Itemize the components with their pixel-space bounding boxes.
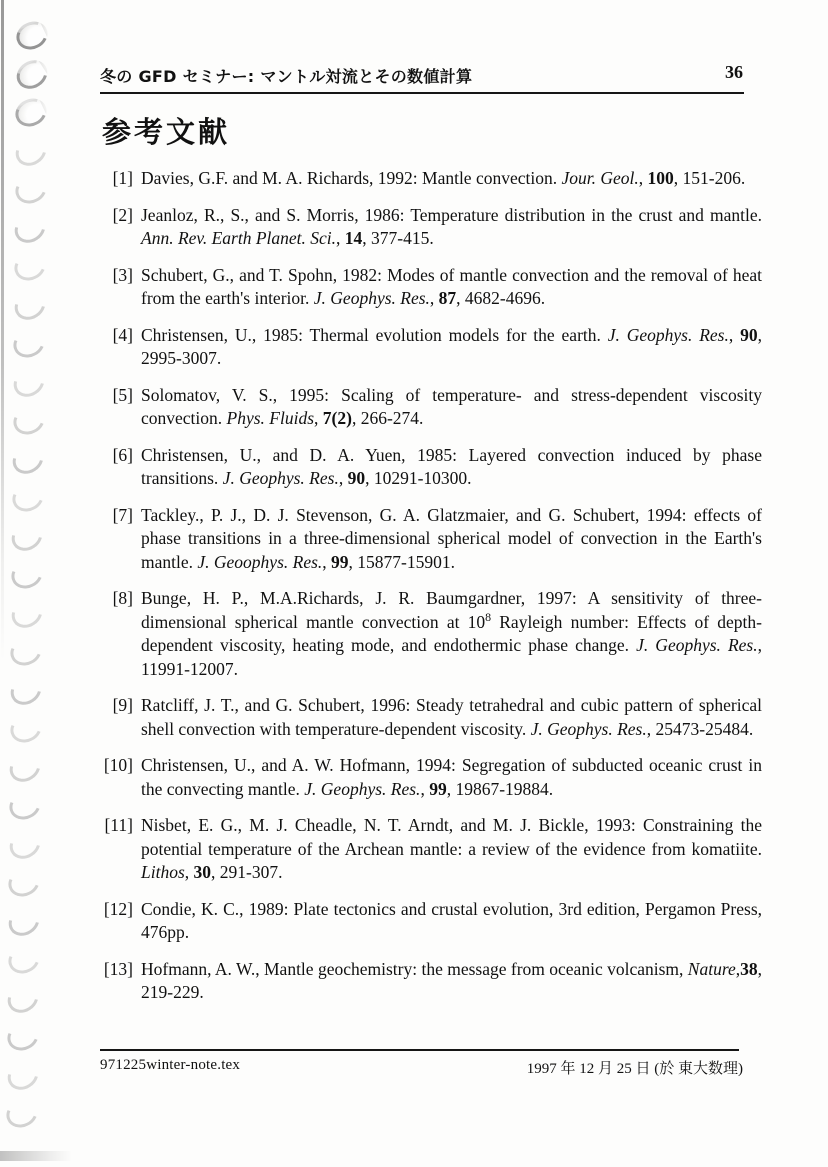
reference-text-segment: J. Geophys. Res. [530, 718, 647, 739]
binding-hole-icon [8, 479, 48, 517]
binding-hole-icon [4, 824, 46, 864]
reference-text-segment: , [728, 324, 741, 345]
reference-text-segment: 99 [429, 778, 447, 799]
reference-item [100, 898, 762, 945]
reference-label: [6] [112, 444, 133, 465]
binding-hole-icon [3, 941, 43, 979]
reference-item [100, 384, 762, 431]
reference-text-segment: 7(2) [322, 408, 352, 428]
binding-hole-icon [2, 978, 44, 1018]
reference-item [100, 444, 762, 491]
footer-filename: 971225winter-note.tex [100, 1057, 241, 1073]
binding-hole-icon [10, 171, 50, 209]
reference-label: [9] [112, 695, 133, 715]
reference-text-segment: 100 [647, 168, 674, 188]
reference-text-segment: Christensen, U., 1985: Thermal evolution models for the earth. [141, 324, 608, 345]
binding-hole-icon [8, 402, 48, 440]
reference-text-segment: Ratcliff, J. T., and G. Schubert, 1996: Steady tetrahedral and cubic pattern of spherical shell convection with temperature-dependent viscosity. [141, 695, 762, 739]
references-list [100, 167, 762, 1018]
reference-text-segment: , 11991-12007. [141, 635, 762, 679]
reference-text-segment: , 4682-4696. [456, 288, 546, 308]
binding-hole-icon [2, 1055, 44, 1095]
binding-hole-icon [7, 556, 47, 594]
reference-label: [12] [103, 898, 133, 919]
reference-text-segment: J. Geophys. Res. [607, 324, 729, 345]
reference-text-segment: 90 [740, 324, 758, 345]
binding-hole-icon [6, 633, 46, 671]
reference-text-segment: , [429, 288, 439, 308]
reference-text-segment: Solomatov, V. S., 1995: Scaling of temperature- and stress-dependent viscosity convection. [141, 384, 762, 428]
reference-item [100, 694, 762, 741]
binding-hole-icon [9, 208, 51, 248]
binding-hole-icon [10, 131, 52, 171]
binding-hole-icon [8, 362, 50, 402]
reference-text-segment: Lithos [141, 862, 185, 882]
header-rule [100, 92, 744, 94]
binding-hole-icon [7, 516, 49, 556]
reference-label: [13] [103, 958, 133, 979]
reference-text-segment: Phys. Fluids [226, 408, 315, 428]
reference-text-segment: Nature [687, 958, 736, 979]
reference-text-segment: , [184, 862, 194, 882]
reference-text-segment: , 151-206. [673, 168, 746, 188]
reference-text-segment: Jour. Geol. [561, 168, 639, 188]
reference-text-segment: 87 [438, 288, 457, 308]
reference-text-segment: Ann. Rev. Earth Planet. Sci. [141, 228, 337, 248]
reference-text-segment: Rayleigh number: Effects of depth-dependent viscosity, heating mode, and endothermic phase change. [141, 611, 762, 655]
reference-label: [11] [104, 815, 133, 835]
reference-label: [5] [112, 384, 133, 405]
reference-text-segment: , [338, 468, 348, 488]
reference-label: [7] [112, 504, 133, 525]
reference-text-segment: , [322, 551, 332, 572]
reference-text-segment: Condie, K. C., 1989: Plate tectonics and crustal evolution, 3rd edition, Pergamon Press, 476pp. [141, 898, 762, 942]
reference-text-segment: , [638, 168, 648, 188]
reference-text-segment: J. Geophys. Res. [636, 635, 758, 655]
reference-text-segment: 14 [344, 228, 363, 248]
reference-text-segment: J. Geophys. Res. [313, 288, 430, 308]
binding-hole-icon [12, 17, 52, 55]
reference-label: [2] [112, 204, 133, 225]
reference-item [100, 587, 762, 681]
reference-text-segment: 90 [347, 468, 366, 488]
reference-text-segment: J. Geoophys. Res. [197, 551, 323, 572]
footer-date: 1997 年 12 月 25 日 (於 東大数理) [526, 1061, 743, 1077]
reference-text-segment: , [735, 958, 741, 979]
reference-text-segment: Hofmann, A. W., Mantle geochemistry: the message from oceanic volcanism, [141, 958, 688, 979]
reference-text-segment: J. Geophys. Res. [304, 778, 421, 799]
binding-hole-icon [5, 787, 45, 825]
reference-text-segment: Christensen, U., and A. W. Hofmann, 1994: Segregation of subducted oceanic crust in the convecting mantle. [141, 755, 762, 799]
binding-hole-icon [9, 325, 49, 363]
reference-text-segment: , 25473-25484. [646, 718, 754, 739]
reference-item [100, 504, 762, 575]
scan-smudge [0, 1151, 72, 1161]
reference-text-segment: Nisbet, E. G., M. J. Cheadle, N. T. Arndt, and M. J. Bickle, 1993: Constraining the potential temperature of the Archean mantle: a review of the evidence from komatiite. [141, 815, 762, 859]
reference-text-segment: Bunge, H. P., M.A.Richards, J. R. Baumgardner, 1997: A sensitivity of three-dimensional spherical mantle convection at 10 [141, 588, 762, 632]
binding-hole-icon [7, 439, 49, 479]
reference-text-segment: , 377-415. [362, 228, 434, 248]
binding-hole-icon [2, 1095, 42, 1133]
reference-text-segment: , 266-274. [351, 408, 424, 428]
binding-hole-icon [11, 94, 51, 132]
reference-item [100, 958, 762, 1005]
reference-text-segment: 30 [193, 862, 212, 882]
reference-label: [10] [103, 755, 133, 775]
running-header-title: 冬の GFD セミナー: マントル対流とその数値計算 [100, 67, 473, 86]
binding-hole-icon [5, 670, 47, 710]
reference-item [100, 324, 762, 371]
reference-text-segment: , [336, 228, 345, 248]
binding-hole-icon [3, 901, 45, 941]
reference-label: [3] [112, 264, 133, 285]
binding-hole-icon [11, 54, 53, 94]
reference-text-segment: Tackley., P. J., D. J. Stevenson, G. A. Glatzmaier, and G. Schubert, 1994: effects of phase transitions in a three-dimensional spherical model of convection in the Earth's mantle. [141, 504, 762, 572]
footer-rule [100, 1049, 739, 1051]
section-title: 参考文献 [102, 115, 231, 149]
reference-text-segment: , [420, 778, 430, 799]
binding-hole-icon [4, 864, 44, 902]
reference-text-segment: Jeanloz, R., S., and S. Morris, 1986: Temperature distribution in the crust and mantle. [141, 204, 762, 225]
binding-hole-icon [9, 285, 51, 325]
reference-text-segment: Davies, G.F. and M. A. Richards, 1992: Mantle convection. [141, 168, 562, 188]
reference-text-segment: 8 [485, 609, 492, 624]
scan-edge-shadow [1, 0, 4, 660]
reference-text-segment: 99 [331, 551, 349, 572]
reference-label: [8] [112, 588, 133, 608]
reference-text-segment: Christensen, U., and D. A. Yuen, 1985: Layered convection induced by phase transitions. [141, 444, 762, 488]
reference-item [100, 814, 762, 885]
reference-text-segment: , 19867-19884. [446, 778, 554, 799]
reference-item [100, 754, 762, 801]
reference-text-segment: , 219-229. [141, 958, 762, 1002]
reference-item [100, 204, 762, 251]
reference-text-segment: J. Geophys. Res. [222, 468, 339, 488]
reference-text-segment: , [314, 408, 323, 428]
page-number: 36 [725, 62, 743, 82]
reference-text-segment: , 15877-15901. [348, 551, 455, 572]
reference-text-segment: , 10291-10300. [365, 468, 472, 488]
reference-text-segment: Schubert, G., and T. Spohn, 1982: Modes of mantle convection and the removal of heat from the earth's interior. [141, 264, 762, 308]
binding-hole-icon [10, 248, 50, 286]
reference-label: [1] [112, 168, 133, 188]
binding-hole-icon [3, 1018, 43, 1056]
binding-hole-icon [6, 593, 48, 633]
binding-hole-icon [5, 747, 47, 787]
reference-text-segment: , 2995-3007. [141, 324, 762, 368]
reference-item [100, 264, 762, 311]
reference-text-segment: 38 [740, 958, 758, 979]
reference-text-segment: , 291-307. [211, 862, 283, 882]
binding-hole-icon [5, 710, 45, 748]
reference-label: [4] [112, 324, 133, 345]
reference-item [100, 167, 762, 191]
